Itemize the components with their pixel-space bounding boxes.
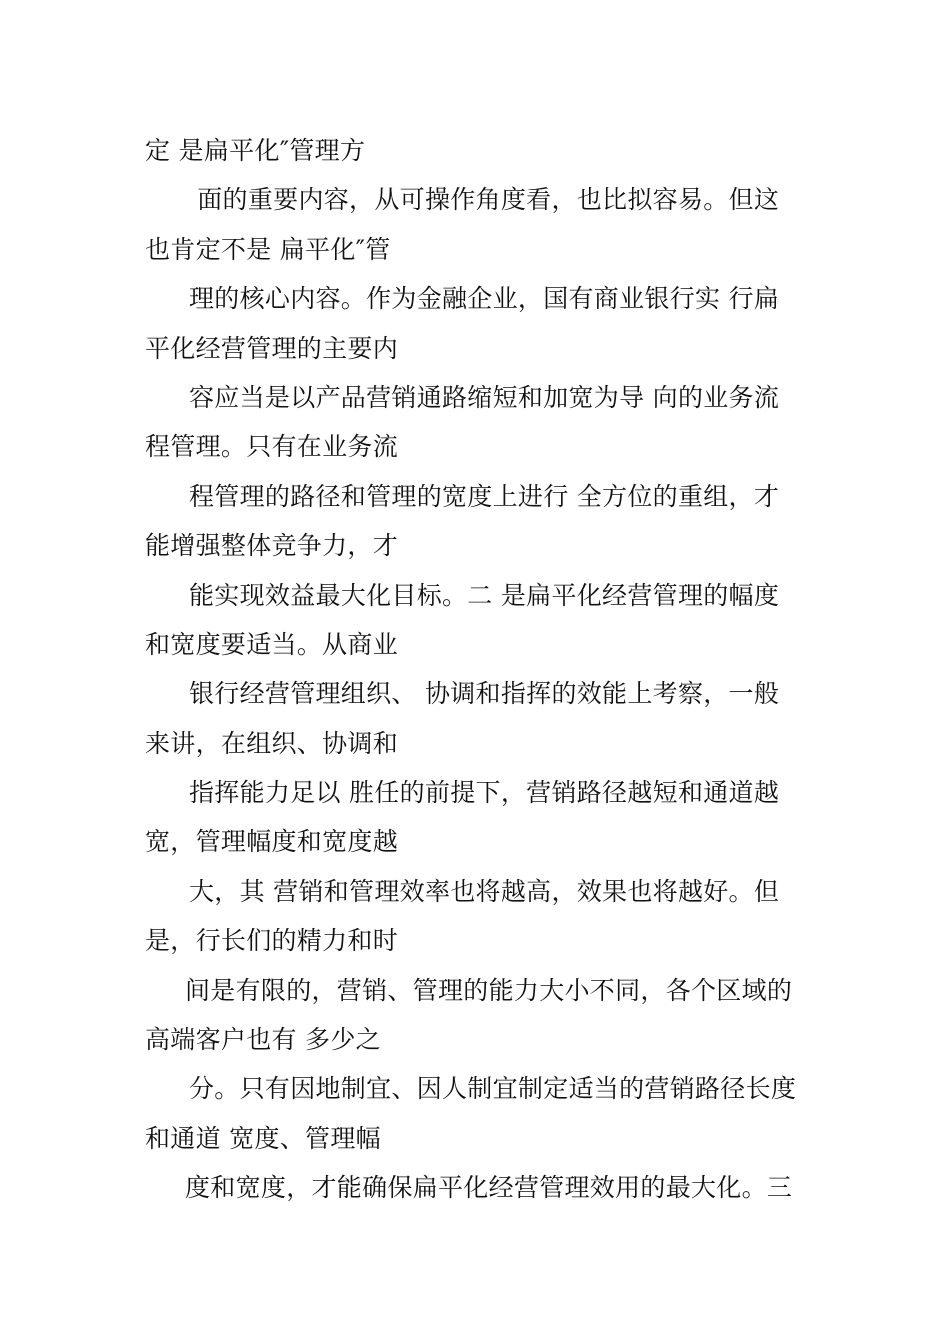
text-line: 分。只有因地制宜、因人制宜制定适当的营销路径长度: [189, 1074, 797, 1104]
text-line: 高端客户也有 多少之: [145, 1025, 381, 1055]
text-line: 度和宽度，才能确保扁平化经营管理效用的最大化。三: [185, 1173, 793, 1203]
text-line: 也肯定不是 扁平化″管: [145, 234, 391, 264]
text-line: 间是有限的，营销、管理的能力大小不同，各个区域的: [185, 975, 793, 1005]
text-line: 平化经营管理的主要内: [145, 333, 399, 363]
text-line: 定 是扁平化″管理方: [145, 136, 366, 165]
text-line: 能增强整体竞争力，才: [145, 531, 399, 561]
text-line: 是，行长们的精力和时: [145, 926, 399, 956]
text-line: 理的核心内容。作为金融企业，国有商业银行实 行扁: [189, 284, 780, 314]
text-line: 和宽度要适当。从商业: [145, 629, 399, 659]
text-line: 程管理。只有在业务流: [145, 432, 399, 462]
body-text: [145, 126, 810, 1213]
text-line: 容应当是以产品营销通路缩短和加宽为导 向的业务流: [189, 382, 780, 412]
text-line: 来讲，在组织、协调和: [145, 728, 399, 758]
text-line: 能实现效益最大化目标。二 是扁平化经营管理的幅度: [189, 580, 780, 610]
text-line: 银行经营管理组织、 协调和指挥的效能上考察，一般: [189, 679, 780, 709]
text-line: 宽，管理幅度和宽度越: [145, 827, 399, 857]
text-line: 指挥能力足以 胜任的前提下，营销路径越短和通道越: [189, 778, 780, 808]
text-line: 大，其 营销和管理效率也将越高，效果也将越好。但: [189, 876, 780, 906]
text-line: 和通道 宽度、管理幅: [145, 1123, 381, 1153]
text-line: 面的重要内容，从可操作角度看，也比拟容易。但这: [189, 185, 780, 215]
text-line: 程管理的路径和管理的宽度上进行 全方位的重组，才: [189, 481, 780, 511]
